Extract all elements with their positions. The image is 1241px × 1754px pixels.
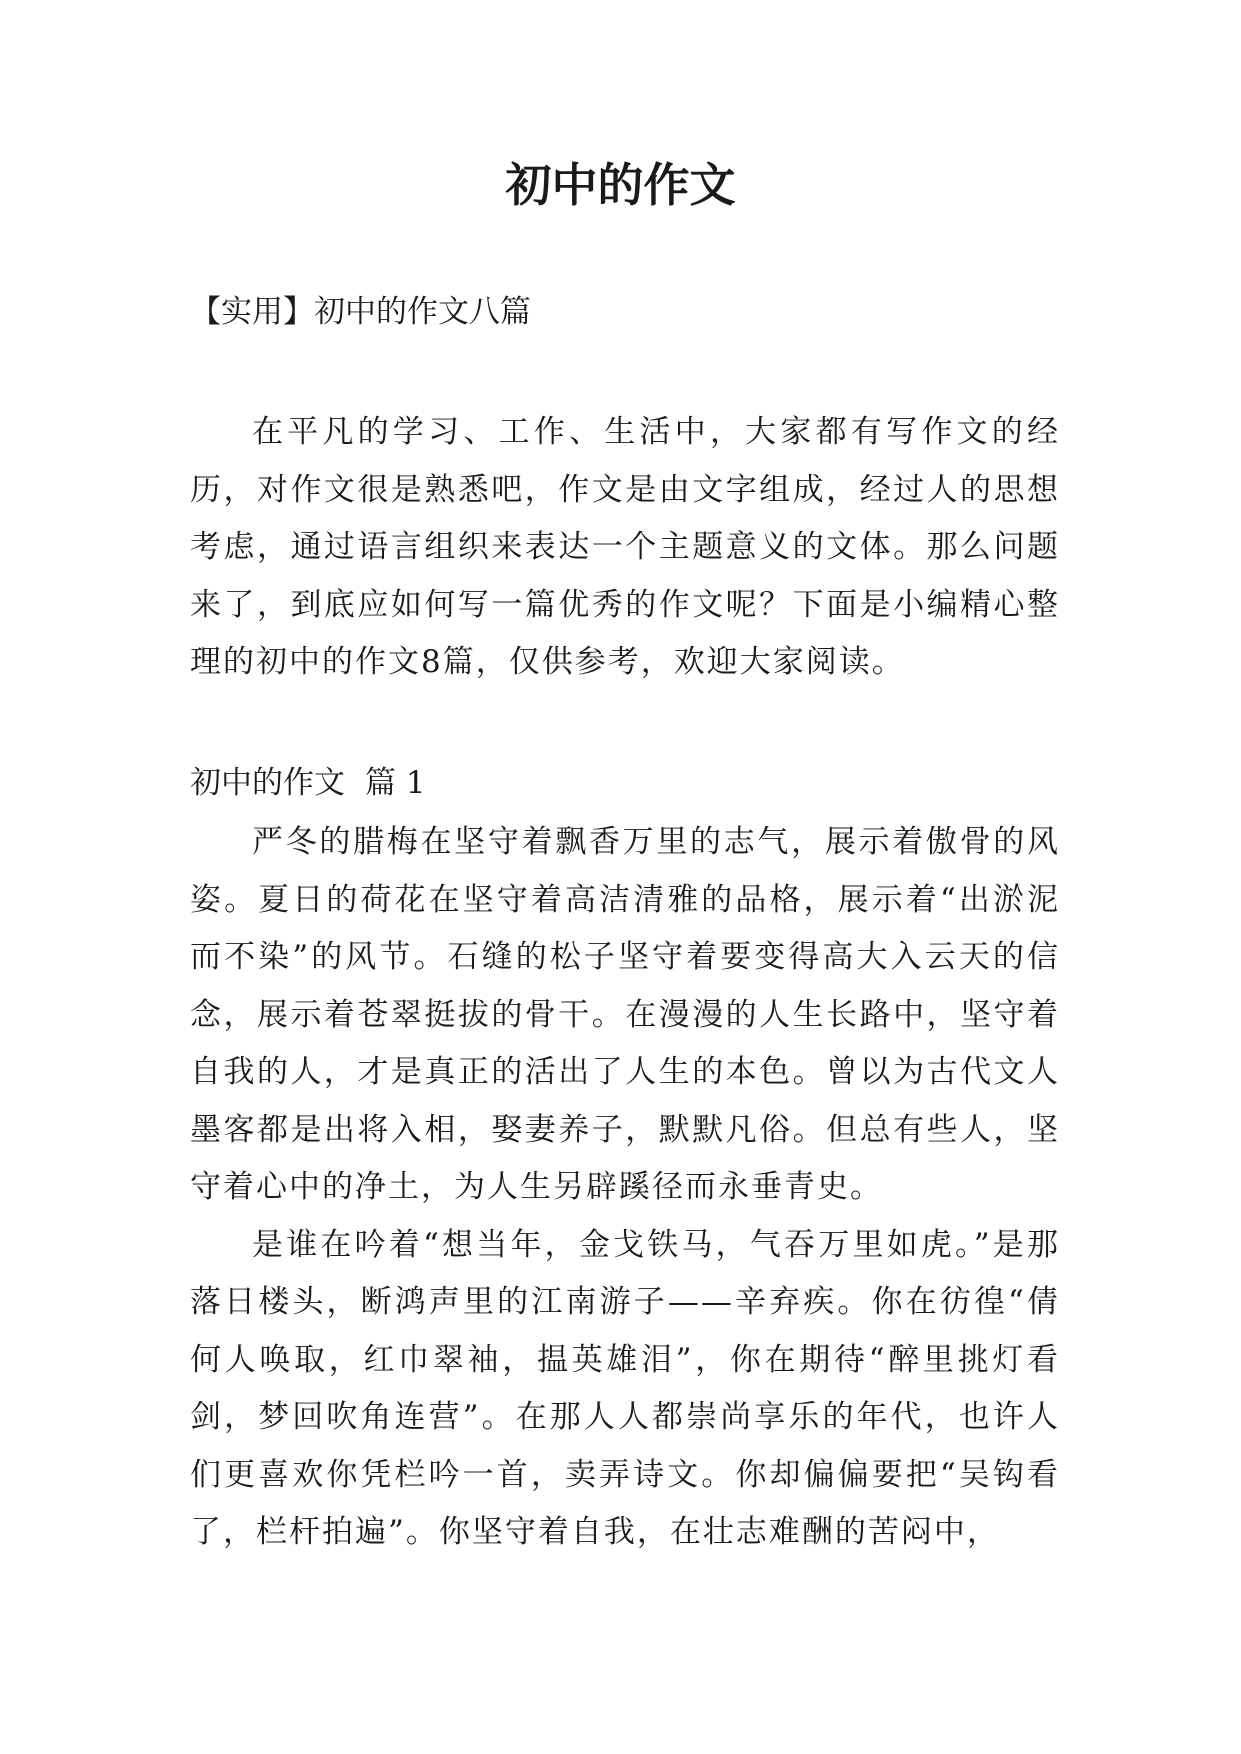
body-paragraph: 是谁在吟着“想当年，金戈铁马，气吞万里如虎。”是那落日楼头，断鸿声里的江南游子——辛弃疾。你在彷徨“倩何人唤取，红巾翠袖，揾英雄泪”，你在期待“醉里挑灯看剑，梦回吹角连营”。在那人人都崇尚享乐的年代，也许人们更喜欢你凭栏吟一首，卖弄诗文。你却偏偏要把“吴钩看了，栏杆拍遍”。你坚守着自我，在壮志难酬的苦闷中， — [190, 1226, 1060, 1550]
section-heading — [190, 758, 426, 808]
intro-paragraph: 在平凡的学习、工作、生活中，大家都有写作文的经历，对作文很是熟悉吧，作文是由文字组成，经过人的思想考虑，通过语言组织来表达一个主题意义的文体。那么问题来了，到底应如何写一篇优秀的作文呢？下面是小编精心整理的初中的作文8篇，仅供参考，欢迎大家阅读。 — [190, 414, 1060, 680]
document-title: 初中的作文 — [505, 158, 736, 212]
body-paragraph: 严冬的腊梅在坚守着飘香万里的志气，展示着傲骨的风姿。夏日的荷花在坚守着高洁清雅的品格，展示着“出淤泥而不染”的风节。石缝的松子坚守着要变得高大入云天的信念，展示着苍翠挺拔的骨干。在漫漫的人生长路中，坚守着自我的人，才是真正的活出了人生的本色。曾以为古代文人墨客都是出将入相，娶妻养子，默默凡俗。但总有些人，坚守着心中的净土，为人生另辟蹊径而永垂青史。 — [190, 824, 1060, 1205]
document-subtitle: 【实用】初中的作文八篇 — [190, 294, 531, 330]
intro-block — [190, 404, 1060, 692]
section-heading-title: 初中的作文 — [190, 765, 345, 801]
section-body — [190, 814, 1060, 1562]
section-heading-number: 篇 1 — [365, 765, 426, 801]
